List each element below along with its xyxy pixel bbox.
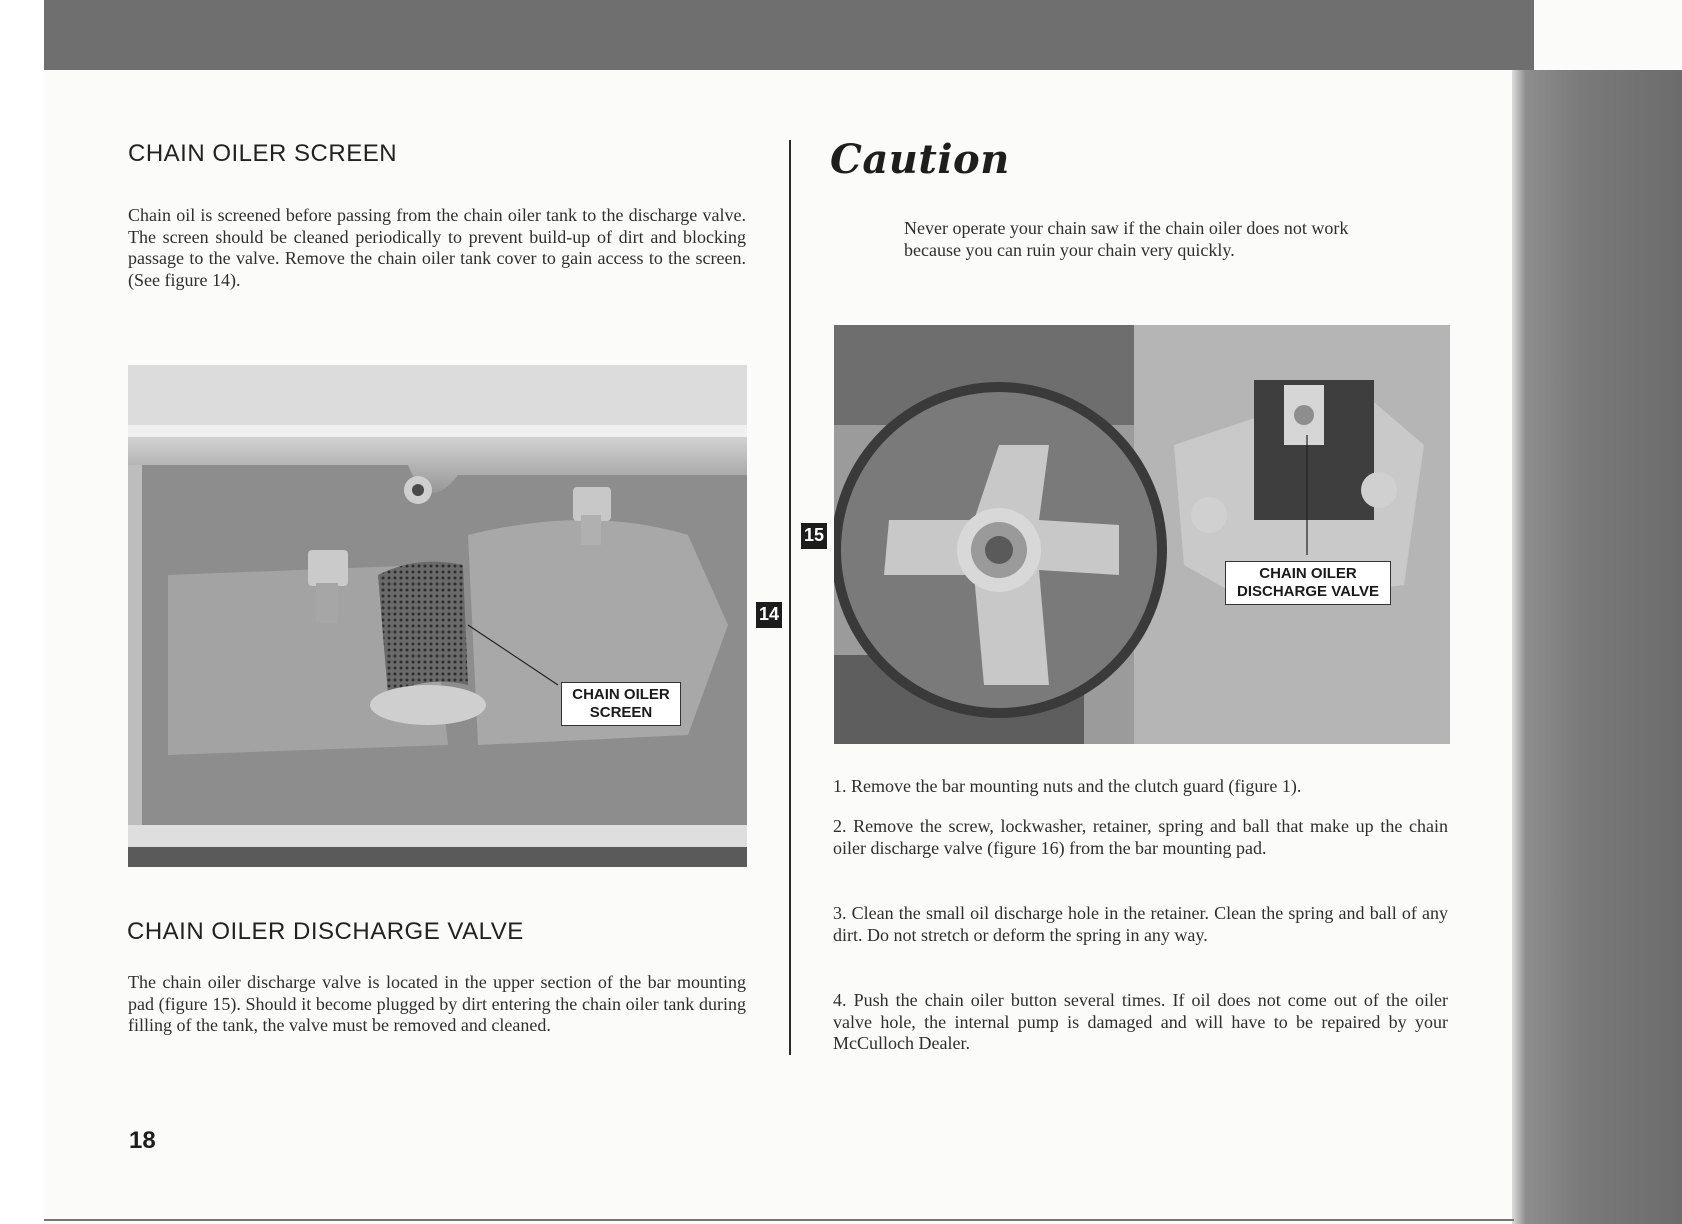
page-margin bbox=[0, 0, 44, 1224]
figure-14-photo bbox=[128, 365, 747, 867]
figure-15-number-badge: 15 bbox=[801, 523, 827, 549]
page-number: 18 bbox=[129, 1127, 156, 1154]
scan-binding-shadow bbox=[1512, 70, 1682, 1224]
paragraph-chain-oiler-screen: Chain oil is screened before passing from the chain oiler tank to the discharge valve. The screen should be cleaned periodically to prevent build-up of dirt and blocking passage to the valve. Remove the chain oiler tank cover to gain access to the screen. (See figure 14). bbox=[128, 205, 746, 290]
step-1: 1. Remove the bar mounting nuts and the clutch guard (figure 1). bbox=[833, 776, 1302, 796]
paragraph-discharge-valve: The chain oiler discharge valve is located in the upper section of the bar mounting pad (figure 15). Should it become plugged by dirt entering the chain oiler tank during filling of the tank, the valve must be removed and cleaned. bbox=[128, 972, 746, 1035]
column-divider bbox=[789, 140, 791, 1055]
figure-15-photo bbox=[834, 325, 1450, 744]
callout-chain-oiler-screen: CHAIN OILER SCREEN bbox=[561, 682, 681, 726]
figure-14-number-badge: 14 bbox=[756, 602, 782, 628]
step-3: 3. Clean the small oil discharge hole in the retainer. Clean the spring and ball of any dirt. Do not stretch or deform the spring in any way. bbox=[833, 903, 1448, 945]
callout-discharge-valve bbox=[1225, 561, 1391, 605]
heading-chain-oiler-screen: CHAIN OILER SCREEN bbox=[128, 140, 398, 167]
scan-bottom-edge bbox=[44, 1219, 1514, 1221]
step-2: 2. Remove the screw, lockwasher, retainer, spring and ball that make up the chain oiler discharge valve (figure 16) from the bar mounting pad. bbox=[833, 816, 1448, 858]
caution-text: Never operate your chain saw if the chain oiler does not work because you can ruin your chain very quickly. bbox=[904, 218, 1349, 260]
callout-discharge-valve-line-1: CHAIN OILER bbox=[1259, 565, 1357, 582]
step-4: 4. Push the chain oiler button several times. If oil does not come out of the oiler valve hole, the internal pump is damaged and will have to be repaired by your McCulloch Dealer. bbox=[833, 990, 1448, 1053]
scan-top-band bbox=[44, 0, 1534, 70]
heading-chain-oiler-discharge-valve: CHAIN OILER DISCHARGE VALVE bbox=[127, 918, 524, 945]
caution-title: Caution bbox=[830, 136, 1010, 183]
callout-discharge-valve-line-2: DISCHARGE VALVE bbox=[1237, 583, 1379, 600]
